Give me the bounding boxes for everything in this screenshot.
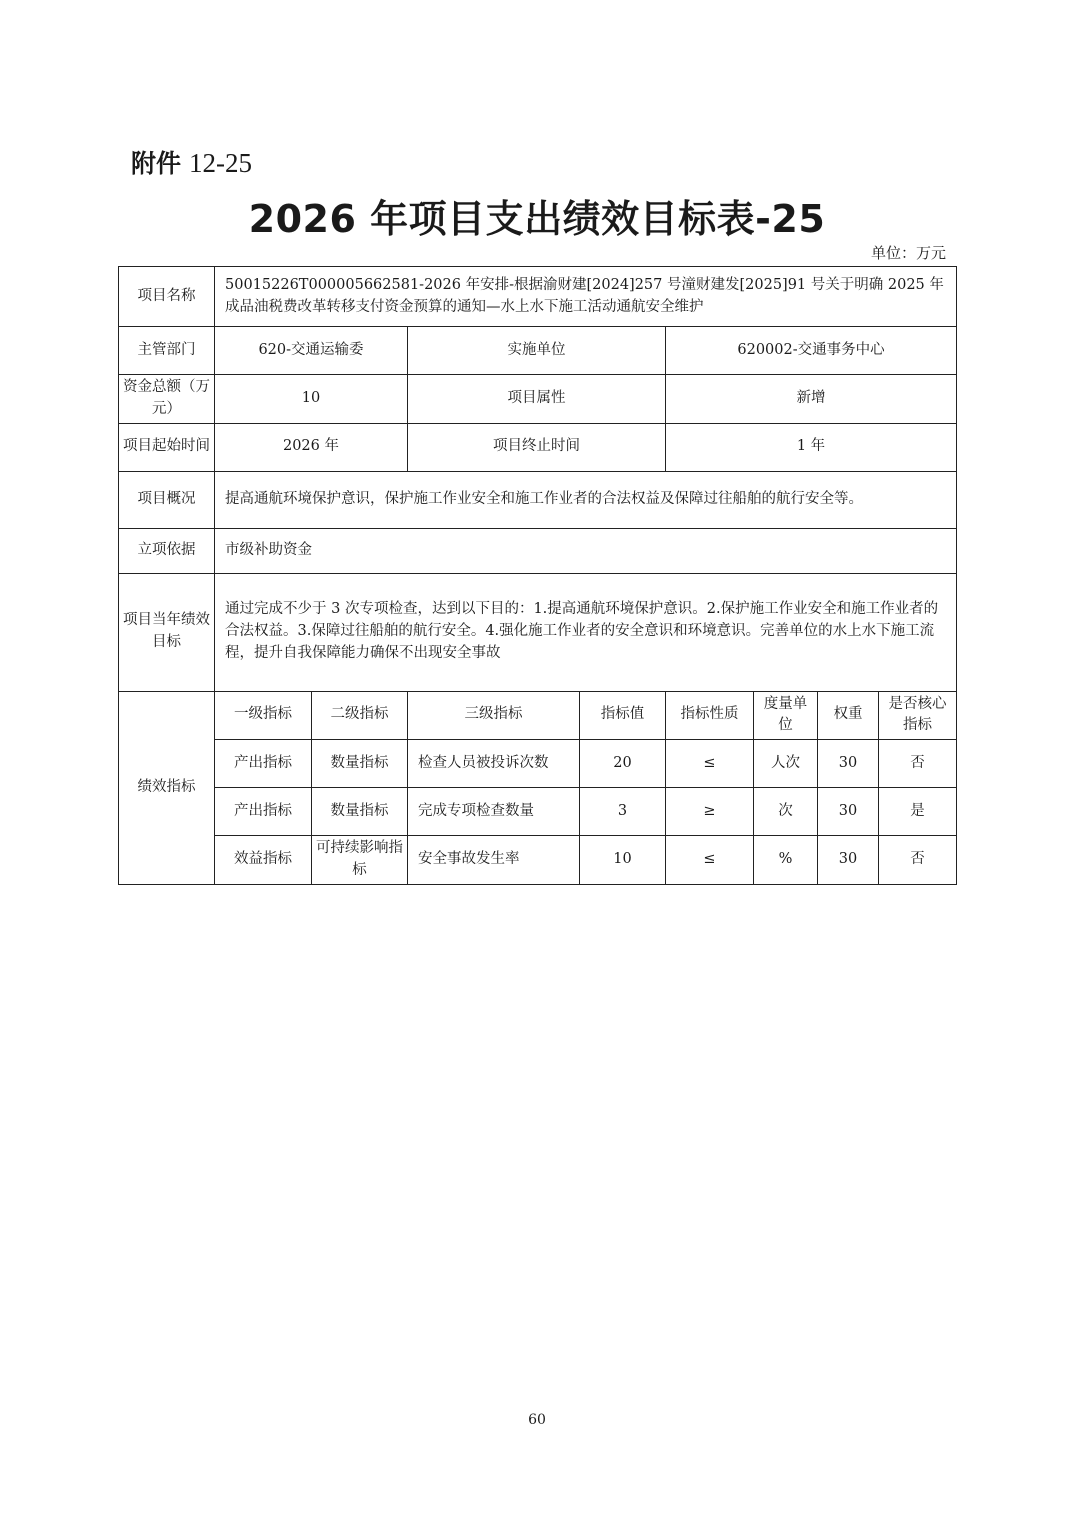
row-annual-goal xyxy=(119,573,957,691)
dept-value: 620-交通运输委 xyxy=(215,327,408,375)
row-level3: 完成专项检查数量 xyxy=(408,788,580,836)
row-unit: 人次 xyxy=(754,740,818,788)
performance-table xyxy=(118,266,957,885)
end-value: 1 年 xyxy=(666,423,957,471)
row-department xyxy=(119,327,957,375)
row-level1: 效益指标 xyxy=(215,836,312,885)
row-project-name xyxy=(119,267,957,327)
row-nature: ≤ xyxy=(666,740,754,788)
attachment-number: 12-25 xyxy=(188,148,252,178)
row-level3: 安全事故发生率 xyxy=(408,836,580,885)
header-unit: 度量单位 xyxy=(754,691,818,740)
row-overview xyxy=(119,471,957,528)
page-number: 60 xyxy=(528,1412,546,1428)
header-core: 是否核心指标 xyxy=(879,691,957,740)
indicators-section-label: 绩效指标 xyxy=(119,691,215,884)
project-name-value: 50015226T000005662581-2026 年安排-根据渝财建[2024]257 号潼财建发[2025]91 号关于明确 2025 年成品油税费改革转移支付资金预算的通知—水上水下施工活动通航安全维护 xyxy=(215,267,957,327)
overview-value: 提高通航环境保护意识，保护施工作业安全和施工作业者的合法权益及保障过往船舶的航行安全等。 xyxy=(215,471,957,528)
unit-note: 单位：万元 xyxy=(870,244,946,262)
header-weight: 权重 xyxy=(818,691,879,740)
start-value: 2026 年 xyxy=(215,423,408,471)
header-level1: 一级指标 xyxy=(215,691,312,740)
table-row xyxy=(119,836,957,885)
row-nature: ≤ xyxy=(666,836,754,885)
end-label: 项目终止时间 xyxy=(408,423,666,471)
row-unit: % xyxy=(754,836,818,885)
row-value: 3 xyxy=(580,788,666,836)
page-title: 2026 年项目支出绩效目标表-25 xyxy=(248,197,826,241)
attr-label: 项目属性 xyxy=(408,375,666,424)
row-level1: 产出指标 xyxy=(215,740,312,788)
attachment-text: 附件 xyxy=(131,149,182,178)
row-value: 10 xyxy=(580,836,666,885)
basis-label: 立项依据 xyxy=(119,528,215,573)
header-value: 指标值 xyxy=(580,691,666,740)
row-core: 否 xyxy=(879,740,957,788)
attr-value: 新增 xyxy=(666,375,957,424)
row-core: 是 xyxy=(879,788,957,836)
goal-label: 项目当年绩效目标 xyxy=(119,573,215,691)
header-level3: 三级指标 xyxy=(408,691,580,740)
indicator-header-row xyxy=(119,691,957,740)
row-value: 20 xyxy=(580,740,666,788)
row-level2: 数量指标 xyxy=(312,788,408,836)
fund-label: 资金总额（万元） xyxy=(119,375,215,424)
impl-label: 实施单位 xyxy=(408,327,666,375)
dept-label: 主管部门 xyxy=(119,327,215,375)
overview-label: 项目概况 xyxy=(119,471,215,528)
row-period xyxy=(119,423,957,471)
project-name-label: 项目名称 xyxy=(119,267,215,327)
impl-value: 620002-交通事务中心 xyxy=(666,327,957,375)
row-level1: 产出指标 xyxy=(215,788,312,836)
table-row xyxy=(119,788,957,836)
row-unit: 次 xyxy=(754,788,818,836)
row-weight: 30 xyxy=(818,740,879,788)
row-core: 否 xyxy=(879,836,957,885)
fund-value: 10 xyxy=(215,375,408,424)
header-level2: 二级指标 xyxy=(312,691,408,740)
header-nature: 指标性质 xyxy=(666,691,754,740)
start-label: 项目起始时间 xyxy=(119,423,215,471)
row-nature: ≥ xyxy=(666,788,754,836)
row-weight: 30 xyxy=(818,788,879,836)
row-level3: 检查人员被投诉次数 xyxy=(408,740,580,788)
basis-value: 市级补助资金 xyxy=(215,528,957,573)
table-row xyxy=(119,740,957,788)
row-fund xyxy=(119,375,957,424)
attachment-label xyxy=(131,144,252,180)
row-level2: 可持续影响指标 xyxy=(312,836,408,885)
row-basis xyxy=(119,528,957,573)
row-level2: 数量指标 xyxy=(312,740,408,788)
goal-value: 通过完成不少于 3 次专项检查，达到以下目的：1.提高通航环境保护意识。2.保护施工作业安全和施工作业者的合法权益。3.保障过往船舶的航行安全。4.强化施工作业者的安全意识和环境意识。完善单位的水上水下施工流程，提升自我保障能力确保不出现安全事故 xyxy=(215,573,957,691)
row-weight: 30 xyxy=(818,836,879,885)
